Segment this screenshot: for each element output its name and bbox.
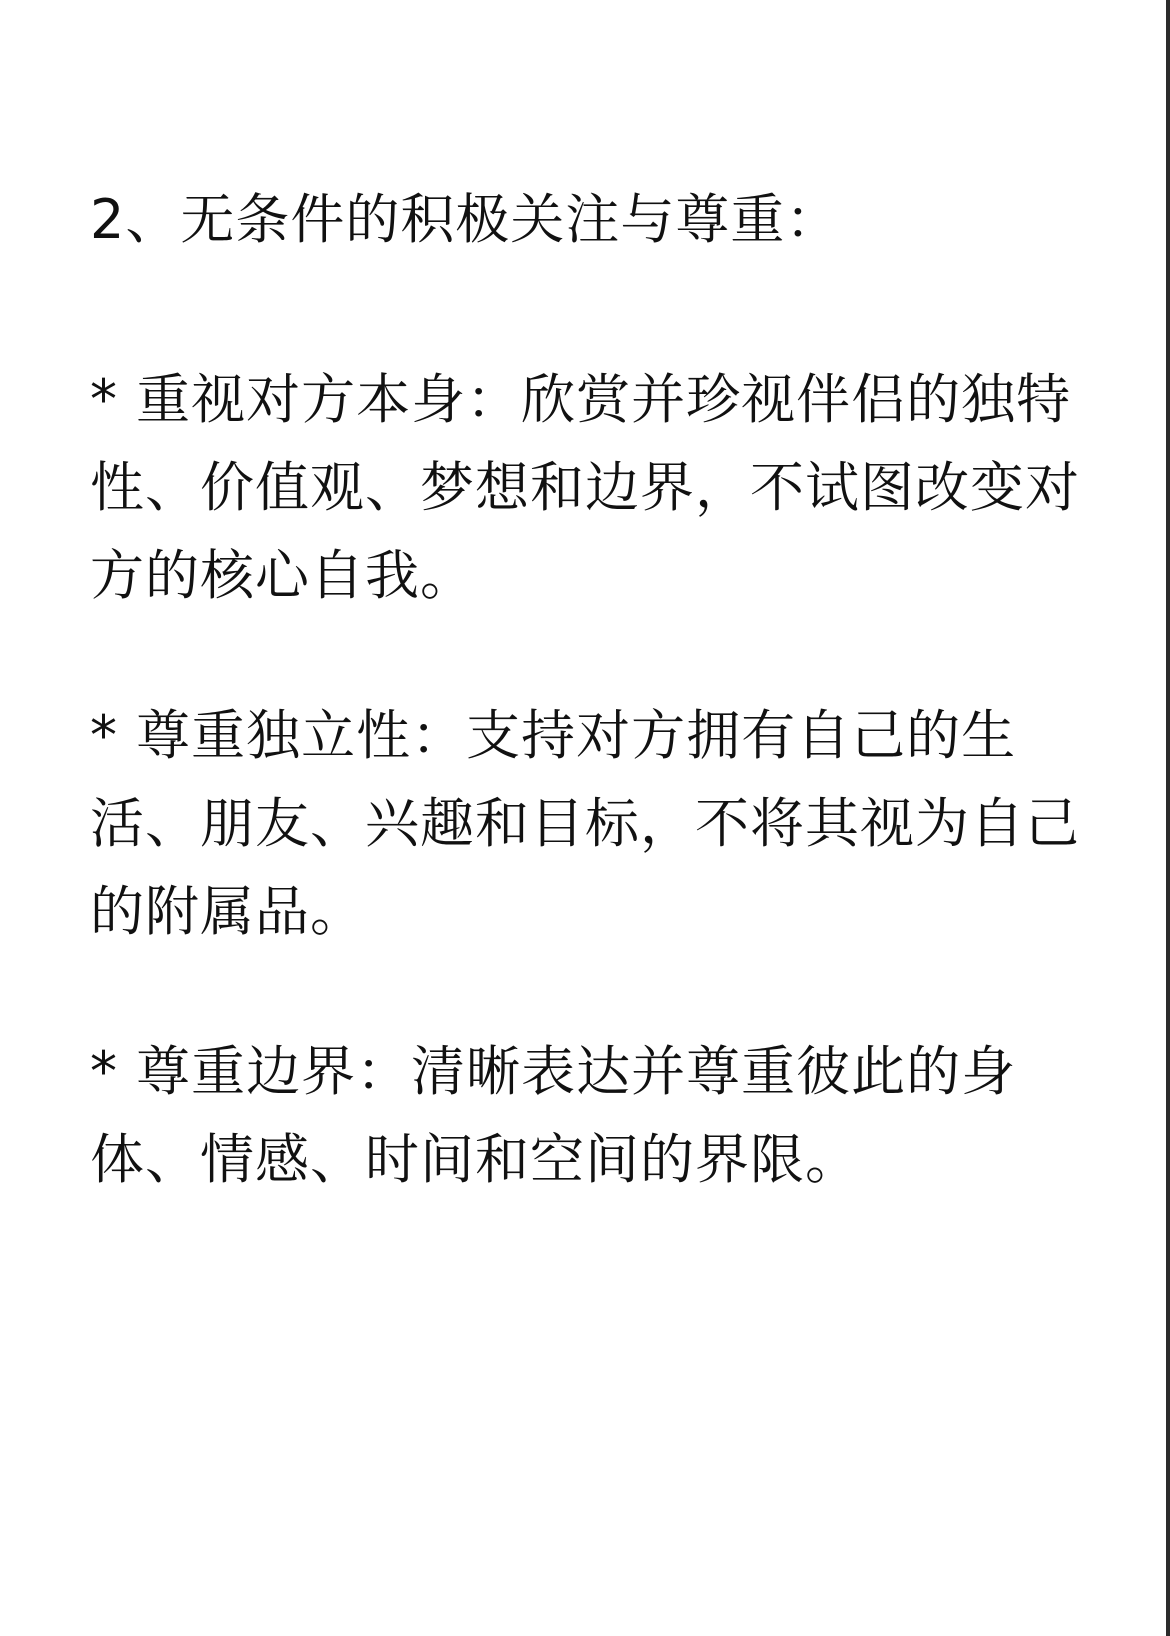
right-edge-divider bbox=[1166, 0, 1170, 1636]
section-heading: 2、无条件的积极关注与尊重： bbox=[90, 188, 841, 251]
bullet-item-respect-boundaries: * 尊重边界：清晰表达并尊重彼此的身体、情感、时间和空间的界限。 bbox=[90, 1040, 1017, 1191]
article-content bbox=[90, 180, 1080, 1204]
bullet-item-respect-independence: * 尊重独立性：支持对方拥有自己的生活、朋友、兴趣和目标，不将其视为自己的附属品。 bbox=[90, 704, 1080, 943]
bullet-item-value-partner: * 重视对方本身：欣赏并珍视伴侣的独特性、价值观、梦想和边界，不试图改变对方的核心自我。 bbox=[90, 368, 1080, 607]
